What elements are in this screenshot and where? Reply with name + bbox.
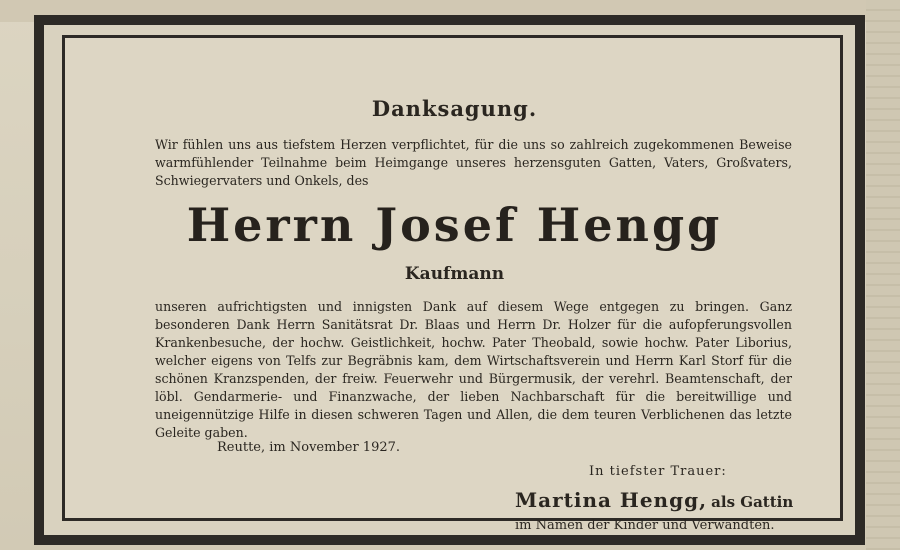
mourning-line: In tiefster Trauer: [589,464,727,479]
notice-frame [34,15,865,545]
place-date: Reutte, im November 1927. [217,440,401,455]
signer-name: Martina Hengg, [515,488,708,512]
adjacent-column-edge [866,0,900,550]
notice-inner-border [62,35,843,533]
signer [515,488,793,512]
body-text [155,298,792,442]
deceased-profession: Kaufmann [404,264,505,284]
body-paragraph: unseren aufrichtigsten und innigsten Dank auf diesem Wege entgegen zu bringen. Ganz besonderen Dank Herrn Sanitätsrat Dr. Blaas und Herrn Dr. Holzer für die aufopferungsvollen Krankenbesuche, der hochw. Geistlichkeit, hochw. Pater Theobald, sowie hochw. Pater Liborius, welcher eigens von Telfs zur Begräbnis kam, dem Wirtschaftsverein und Herrn Karl Storf für die schönen Kranzspenden, der freiw. Feuerwehr und Bürgermusik, der verehrl. Beamtenschaft, der löbl. Gendarmerie- und Finanzwache, der lieben Nachbarschaft für die bereitwillige und uneigennützige Hilfe in diesen schweren Tagen und Allen, die dem teuren Verblichenen das letzte Geleite gaben. [155,299,792,440]
intro-text [155,136,792,190]
family-line: im Namen der Kinder und Verwandten. [515,518,775,533]
intro-paragraph: Wir fühlen uns aus tiefstem Herzen verpflichtet, für die uns so zahlreich zugekommenen Beweise warmfühlender Teilnahme beim Heimgange unseres herzensguten Gatten, Vaters, Großvaters, Schwiegervaters und Onkels, des [155,137,792,188]
deceased-name: Herrn Josef Hengg [186,198,723,252]
signer-role: als Gattin [711,493,794,511]
notice-content [93,68,816,533]
notice-title: Danksagung. [371,96,538,121]
